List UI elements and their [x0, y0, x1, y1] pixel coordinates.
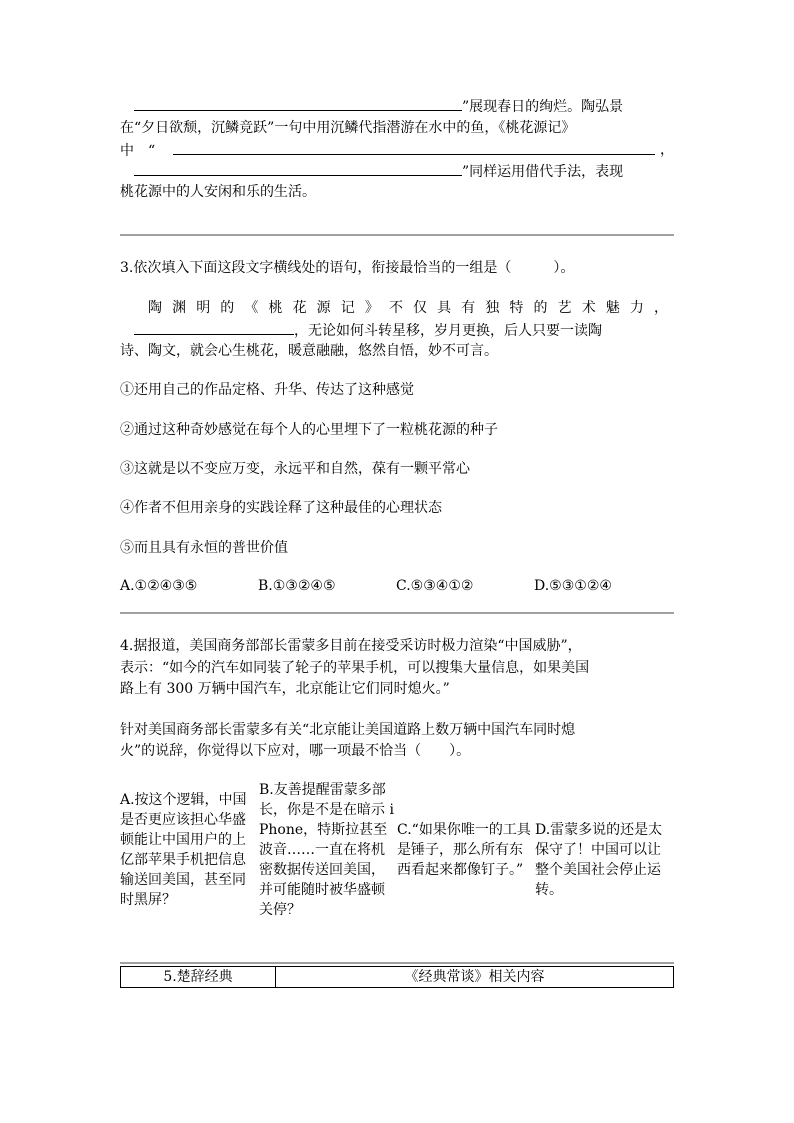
q3-option-d[interactable]: D.⑤③①②④: [534, 578, 612, 594]
table-row: [121, 967, 674, 988]
q2-line-5: 桃花源中的人安闲和乐的生活。: [120, 184, 316, 200]
q4-option-c[interactable]: C.“如果你唯一的工具是锤子，那么所有东西看起来都像钉子。”: [397, 822, 531, 878]
q2-line-1-text: ”展现春日的绚烂。陶弘景: [462, 99, 624, 115]
q3-paragraph-line-2: [120, 320, 602, 341]
q4-question-line-1: 针对美国商务部长雷蒙多有关“北京能让美国道路上数万辆中国汽车同时熄: [120, 722, 576, 738]
answer-blank[interactable]: [134, 320, 294, 335]
q3-paragraph-line-2-text: ，无论如何斗转星移，岁月更换，后人只要一读陶: [294, 323, 602, 339]
q3-option-b[interactable]: B.①③②④⑤: [258, 578, 336, 594]
q2-line-4: [120, 161, 623, 182]
q2-line-4-text: ”同样运用借代手法，表现: [462, 164, 624, 180]
q4-question-line-2: 火”的说辞，你觉得以下应对，哪一项最不恰当（ ）。: [120, 743, 471, 759]
q5-col-2-header: 《经典常谈》相关内容: [276, 967, 674, 988]
q3-option-a[interactable]: A.①②④③⑤: [120, 578, 198, 594]
q2-line-3-start: 中 “: [120, 143, 156, 159]
answer-blank[interactable]: [173, 140, 655, 155]
q2-line-1: [120, 96, 623, 117]
q4-line-2: 表示：“如今的汽车如同装了轮子的苹果手机，可以搜集大量信息，如果美国: [120, 660, 590, 676]
q3-stem: 3.依次填入下面这段文字横线处的语句，衔接最恰当的一组是（ ）。: [120, 260, 575, 276]
q4-option-d[interactable]: D.雷蒙多说的还是太保守了！中国可以让整个美国社会停止运转。: [535, 822, 663, 898]
q3-item-3: ③这就是以不变应万变，永远平和自然，葆有一颗平常心: [120, 461, 470, 477]
q5-table: [120, 966, 674, 988]
q4-option-a[interactable]: A.按这个逻辑，中国是否更应该担心华盛顿能让中国用户的上亿部苹果手机把信息输送回美国，甚至同时黑屏？: [120, 792, 247, 908]
q3-paragraph-line-1: 陶渊明的《桃花源记》不仅具有独特的艺术魅力，: [148, 300, 674, 316]
q2-line-3-end: ，: [660, 142, 674, 158]
section-divider: [120, 234, 674, 236]
q5-col-1-header: 5.楚辞经典: [121, 967, 276, 988]
q4-line-1: 4.据报道，美国商务部部长雷蒙多目前在接受采访时极力渲染“中国威胁”，: [120, 638, 582, 654]
q3-item-2: ②通过这种奇妙感觉在每个人的心里埋下了一粒桃花源的种子: [120, 422, 498, 438]
q2-line-2: 在“夕日欲颓，沉鳞竞跃”一句中用沉鳞代指潜游在水中的鱼，《桃花源记》: [120, 120, 576, 136]
q4-option-b[interactable]: B.友善提醒雷蒙多部长，你是不是在暗示 iPhone，特斯拉甚至波音……一直在将机密数据传送回美国，并可能随时被华盛顿关停？: [259, 782, 394, 918]
q3-item-1: ①还用自己的作品定格、升华、传达了这种感觉: [120, 382, 414, 398]
q4-line-3: 路上有 300 万辆中国汽车，北京能让它们同时熄火。”: [120, 681, 450, 697]
q3-options: [120, 578, 674, 594]
section-divider: [120, 612, 674, 614]
answer-blank[interactable]: [134, 161, 462, 176]
q3-item-5: ⑤而且具有永恒的普世价值: [120, 540, 288, 556]
q2-line-3: [120, 140, 674, 161]
q3-option-c[interactable]: C.⑤③④①②: [396, 578, 474, 594]
q3-item-4: ④作者不但用亲身的实践诠释了这种最佳的心理状态: [120, 500, 442, 516]
section-divider: [120, 962, 674, 964]
q3-paragraph-line-3: 诗、陶文，就会心生桃花，暖意融融，悠然自悟，妙不可言。: [120, 343, 498, 359]
answer-blank[interactable]: [134, 96, 462, 111]
